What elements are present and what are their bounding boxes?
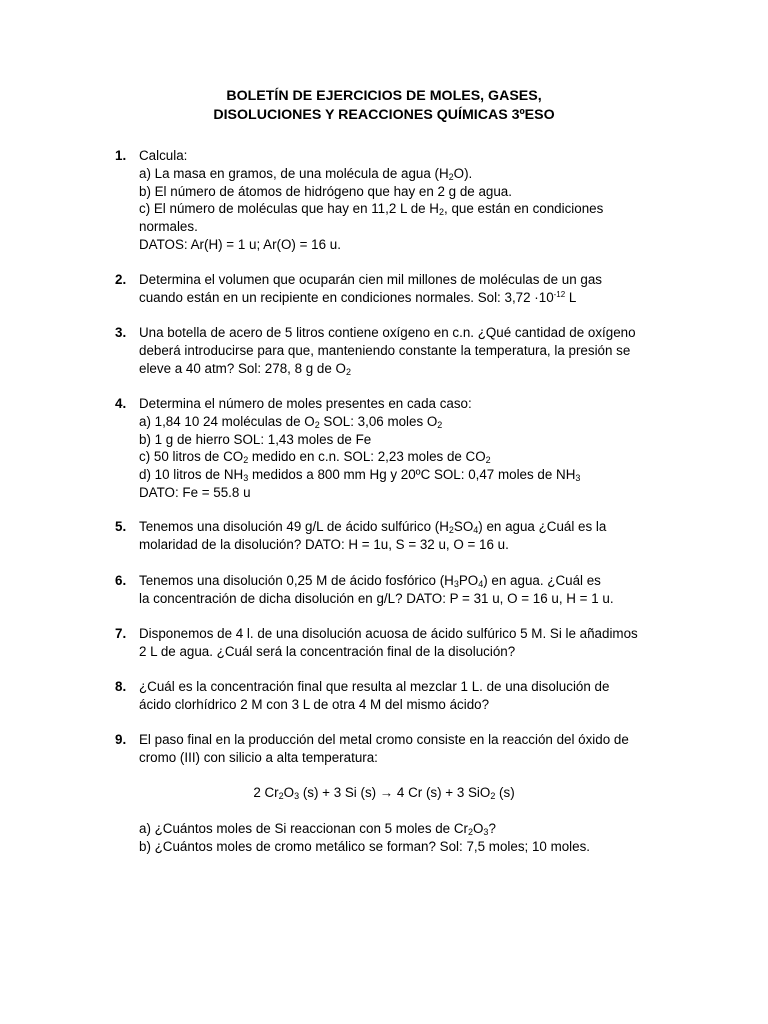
question-body [139,820,739,856]
question-body [139,271,739,307]
question-line: molaridad de la disolución? DATO: H = 1u, S = 32 u, O = 16 u. [139,536,509,552]
question-line: b) El número de átomos de hidrógeno que hay en 2 g de agua. [139,183,512,199]
question-line: b) 1 g de hierro SOL: 1,43 moles de Fe [139,431,372,447]
question-line: a) La masa en gramos, de una molécula de agua $(H_2O)$. [139,165,473,182]
question-body [139,731,739,767]
question-number: 3. [115,325,127,340]
question-line: DATOS: Ar(H) = 1 u; Ar(O) = 16 u. [139,236,341,252]
question-line: 2 L de agua. ¿Cuál será la concentración final de la disolución? [139,643,516,659]
title-line-2: DISOLUCIONES Y REACCIONES QUÍMICAS 3ºESO [213,107,555,123]
question-number: 5. [115,519,127,534]
question-line: cromo (III) con silicio a alta temperatura: [139,749,378,765]
question-line: Determina el volumen que ocuparán cien mil millones de moléculas de un gas [139,272,602,287]
question-body [139,147,739,254]
question-number: 6. [115,573,127,588]
question-number: 2. [115,272,127,287]
question-line: ¿Cuál es la concentración final que resulta al mezclar 1 L. de una disolución de [139,679,610,694]
question-number: 7. [115,626,127,641]
question-line: deberá introducirse para que, manteniendo constante la temperatura, la presión se [139,342,631,358]
question-body [139,518,739,554]
question-line: a) ¿Cuántos moles de Si reaccionan con 5 moles de $Cr_2O_3$? [139,821,496,837]
question-number: 8. [115,679,127,694]
question-body [139,625,739,661]
question-line: eleve a 40 atm? Sol: 278, 8 g de $O_2$ [139,360,351,377]
question-body [139,395,739,502]
question-line: c) El número de moléculas que hay en 11,2 L de $H_2$, que están en condiciones [139,201,604,218]
question-line: Una botella de acero de 5 litros contiene oxígeno en c.n. ¿Qué cantidad de oxígeno [139,325,636,340]
question-line: Calcula: [139,148,188,163]
question-body [139,572,739,608]
question-line: Tenemos una disolución 0,25 M de ácido fosfórico $(H_3PO_4)$ en agua. ¿Cuál es [139,573,601,589]
question-line: d) 10 litros de $NH_3$ medidos a 800 mm Hg y 20ºC SOL: 0,47 moles de $NH_3$ [139,467,581,484]
question-body [139,324,739,377]
question-line: DATO: Fe = 55.8 u [139,484,251,500]
question-line: El paso final en la producción del metal cromo consiste en la reacción del óxido de [139,732,629,747]
question-line: Disponemos de 4 l. de una disolución acuosa de ácido sulfúrico 5 M. Si le añadimos [139,626,638,641]
question-body [139,678,739,714]
question-line: la concentración de dicha disolución en g/L? DATO: P = 31 u, O = 16 u, H = 1 u. [139,590,614,606]
question-line: Determina el número de moles presentes en cada caso: [139,396,472,411]
question-line: ácido clorhídrico 2 M con 3 L de otra 4 M del mismo ácido? [139,696,490,712]
question-line: normales. [139,219,198,235]
question-line: b) ¿Cuántos moles de cromo metálico se forman? Sol: 7,5 moles; 10 moles. [139,838,591,854]
question-line: Tenemos una disolución 49 g/L de ácido sulfúrico $(H_2SO_4)$ en agua ¿Cuál es la [139,519,607,535]
title-line-1: BOLETÍN DE EJERCICIOS DE MOLES, GASES, [226,88,542,104]
question-line: cuando están en un recipiente en condiciones normales. Sol: $3,72 \cdot 10^{-12}$ L [139,289,577,305]
question-number: 4. [115,396,127,411]
document-title [0,87,768,125]
chemical-equation: 2 $Cr_2O_3$ (s) + 3 Si (s) → 4 Cr (s) + 3 SiO$_2$ (s) [253,785,515,801]
question-line: a) 1,84 10 24 moléculas de $O_2$ SOL: 3,06 moles $O_2$ [139,413,443,430]
question-number: 1. [115,148,127,163]
question-line: c) 50 litros de $CO_2$ medido en c.n. SOL: 2,23 moles de $CO_2$ [139,449,491,466]
question-number: 9. [115,732,127,747]
